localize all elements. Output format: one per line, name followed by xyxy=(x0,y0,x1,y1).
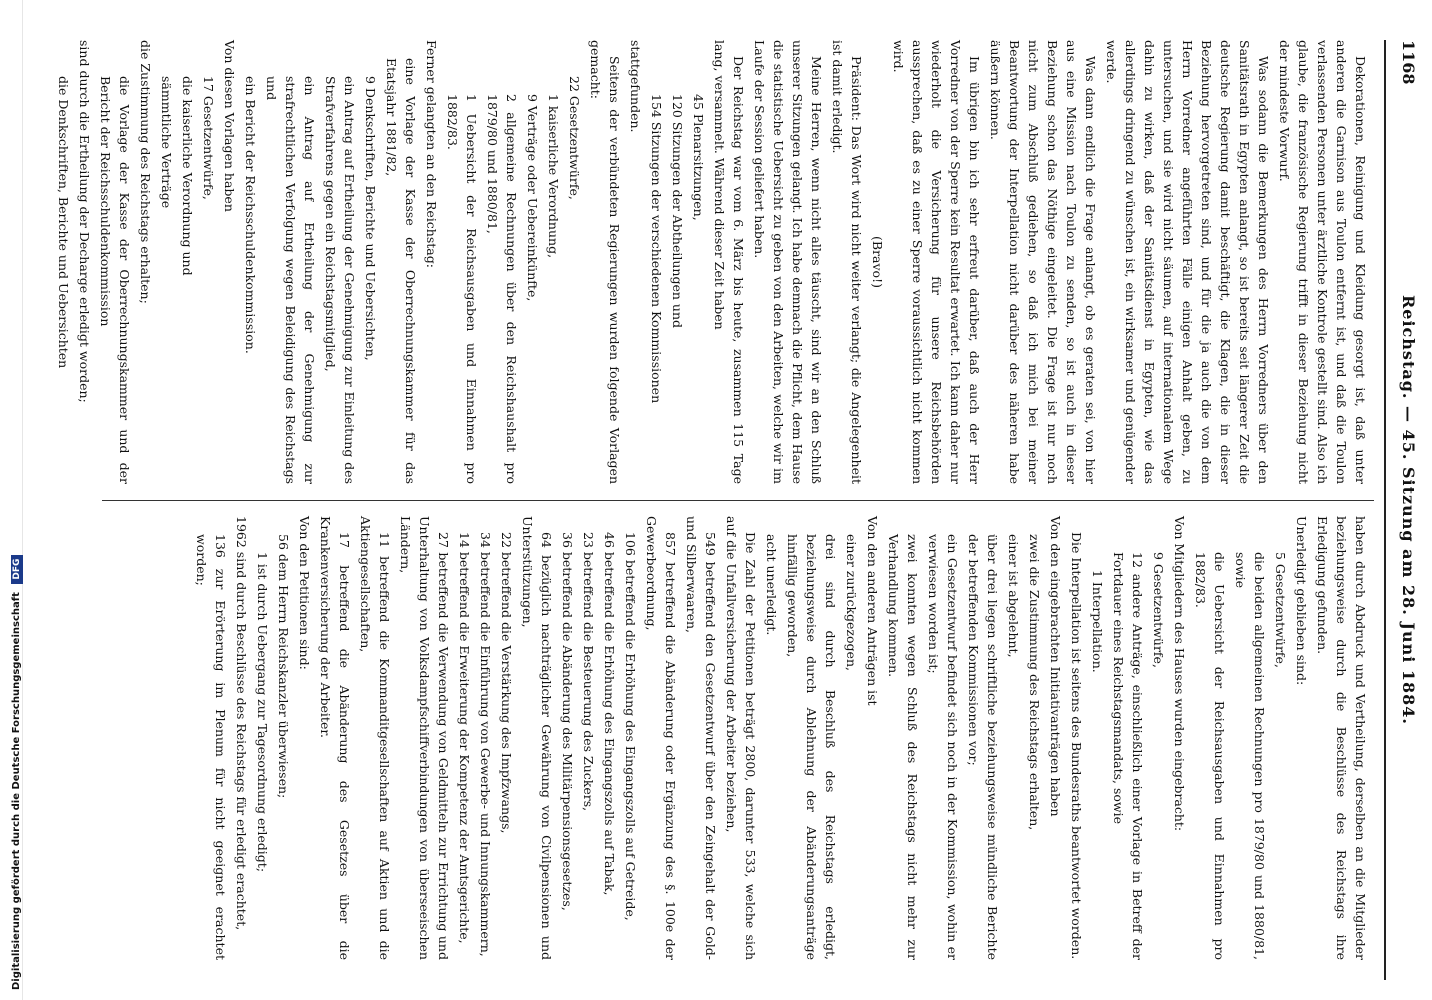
page-number: 1168 xyxy=(1399,40,1418,85)
paragraph: ein Antrag auf Ertheilung der Genehmigung zur strafrechtlichen Verfolgung wegen Beleidigung des Reichstags und xyxy=(264,76,317,484)
paragraph: 9 Verträge oder Uebereinkünfte, xyxy=(525,94,540,302)
paragraph: 9 Denkschriften, Berichte und Uebersichten, xyxy=(363,76,378,361)
rotated-page xyxy=(56,40,1428,980)
paragraph: Von den Petitionen sind: xyxy=(297,516,312,670)
paragraph: 14 betreffend die Erweiterung der Kompetenz der Amtsgerichte, xyxy=(457,532,472,944)
paragraph: 46 betreffend die Erhöhung des Eingangszolls auf Tabak, xyxy=(602,532,617,896)
paragraph: 1962 sind durch Beschlüsse des Reichstags für erledigt erachtet, xyxy=(234,516,249,931)
paragraph: eine Vorlage der Kasse der Oberrechnungskammer für das Etatsjahr 1881/82, xyxy=(384,58,418,484)
paragraph: 34 betreffend die Einführung von Gewerbe- und Innungskammern, xyxy=(478,532,493,957)
paragraph: die Zustimmung des Reichstags erhalten; xyxy=(138,40,153,304)
right-column xyxy=(98,516,1370,960)
paragraph: 23 betreffend die Besteuerung des Zuckers, xyxy=(581,532,596,812)
paragraph: 2 allgemeine Rechnungen über den Reichshaushalt pro 1879/80 und 1880/81, xyxy=(485,94,519,484)
paragraph: 36 betreffend die Abänderung des Militärpensionsgesetzes, xyxy=(560,532,575,911)
paragraph: über drei liegen schriftliche beziehungsweise mündliche Berichte der betreffenden Kommissionen vor; xyxy=(966,534,1000,960)
paragraph: ein Gesetzentwurf befindet sich noch in der Kommission, wohin er verwiesen worden ist; xyxy=(926,534,960,960)
paragraph: 22 Gesetzentwürfe, xyxy=(567,76,582,200)
digitization-credit xyxy=(11,555,23,990)
column-divider xyxy=(102,500,1374,501)
paragraph: 5 Gesetzentwürfe, xyxy=(1273,552,1288,668)
paragraph: Im übrigen bin ich sehr erfreut darüber, daß auch der Herr Vorredner von der Sperre kein Resultat erwartet. Ich kann daher nur wiederholt die Versicherung für unsere Reichsbehörden aussprechen, daß es zu einer Sperre voraussichtlich nicht kommen wird. xyxy=(891,40,982,484)
paragraph: 64 bezüglich nachträglicher Gewährung von Civilpensionen und Unterstützungen, xyxy=(520,516,554,960)
paragraph: Dekorationen, Reinigung und Kleidung gesorgt ist, daß unter anderen die Garnison aus Toulon entfernt ist, und daß die Toulon verlassenden Personen unter ärztliche Kontrole gestellt sind. Also ich glaube, die französische Regierung trifft in dieser Beziehung nicht der mindeste Vorwurf. xyxy=(1277,40,1368,484)
paragraph: 17 Gesetzentwürfe, xyxy=(201,76,216,200)
paragraph: 17 betreffend die Abänderung des Gesetzes über die Krankenversicherung der Arbeiter. xyxy=(318,516,352,960)
paragraph: Die Interpellation ist seitens des Bundesraths beantwortet worden. xyxy=(1069,532,1084,960)
paragraph: Die Zahl der Petitionen beträgt 2800, darunter 533, welche sich auf die Unfallversicherung der Arbeiter beziehen, xyxy=(724,516,758,960)
paragraph: zwei die Zustimmung des Reichstags erhalten, xyxy=(1027,534,1042,831)
page-header xyxy=(1384,40,1428,980)
paragraph: Was sodann die Bemerkungen des Herrn Vorredners über den Sanitätsrath in Egypten anlangt, so ist bereits seit längerer Zeit die deutsche Regierung damit beschäftigt, die Klagen, die in dieser Beziehung hervorgetreten sind, und für die ja auch die von dem Herrn Vorredner angeführten Fälle einigen Anhalt geben, zu untersuchen, und sie wird nicht säumen, auf internationalem Wege dahin zu wirken, daß der Sanitätsdienst in Egypten, wie das allerdings dringend zu wünschen ist, ein wirksamer und genügender werde. xyxy=(1104,40,1271,484)
paragraph: 1 Uebersicht der Reichsausgaben und Einnahmen pro 1882/83. xyxy=(445,94,479,484)
paragraph: drei sind durch Beschluß des Reichstags erledigt, beziehungsweise durch Ablehnung der Abänderungsanträge hinfällig geworden, xyxy=(785,534,838,960)
paragraph: 549 betreffend den Gesetzentwurf über den Zeingehalt der Gold- und Silberwaaren, xyxy=(684,516,718,960)
paragraph: Unerledigt geblieben sind: xyxy=(1294,516,1309,686)
paragraph: 27 betreffend die Verwendung von Geldmitteln zur Errichtung und Unterhaltung von Volksdampfschiffverbindungen von überseeischen Ländern, xyxy=(398,516,451,960)
paragraph: Ferner gelangten an den Reichstag: xyxy=(424,40,439,268)
paragraph: 12 andere Anträge, einschließlich einer Vorlage in Betreff der Fortdauer eines Reichstagsmandats, sowie xyxy=(1111,552,1145,960)
paragraph: Seitens der verbündeten Regierungen wurden folgende Vorlagen gemacht: xyxy=(588,40,622,484)
paragraph: 136 zur Erörterung im Plenum für nicht geeignet erachtet worden; xyxy=(194,534,228,960)
paragraph: 11 betreffend die Kommanditgesellschaften auf Aktien und die Aktiengesellschaften, xyxy=(358,516,392,960)
paragraph: Meine Herren, wenn nicht alles täuscht, sind wir an den Schluß unserer Sitzungen gelangt. Ich habe demnach die Pflicht, dem Hause die statistische Uebersicht zu geben von den Arbeiten, welche wir im Laufe der Session geliefert haben. xyxy=(752,40,824,484)
paragraph: Präsident: Das Wort wird nicht weiter verlangt; die Angelegenheit ist damit erledigt. xyxy=(830,40,864,484)
paragraph: die kaiserliche Verordnung und xyxy=(180,76,195,276)
paragraph: einer ist abgelehnt, xyxy=(1006,534,1021,658)
paragraph: 154 Sitzungen der verschiedenen Kommissionen xyxy=(649,94,664,404)
paragraph: 1 kaiserliche Verordnung, xyxy=(546,94,561,259)
paragraph: 857 betreffend die Abänderung oder Ergänzung des §. 100e der Gewerbeordnung, xyxy=(644,516,678,960)
paragraph: Von den anderen Anträgen ist xyxy=(865,516,880,706)
paragraph: haben durch Abdruck und Vertheilung, derselben an die Mitglieder beziehungsweise durch die Beschlüsse des Reichstags ihre Erledigung gefunden. xyxy=(1315,516,1368,960)
paragraph: einer zurückgezogen, xyxy=(844,534,859,671)
paragraph: die beiden allgemeinen Rechnungen pro 1879/80 und 1880/81, sowie xyxy=(1233,552,1267,960)
paragraph: sämmtliche Verträge xyxy=(159,76,174,209)
paragraph: stattgefunden. xyxy=(628,40,643,133)
paragraph: Von den eingebrachten Initiativanträgen haben xyxy=(1048,516,1063,817)
left-column xyxy=(56,40,1370,484)
paragraph: 22 betreffend die Verstärkung des Impfzwangs, xyxy=(499,532,514,834)
paragraph: Von Mitgliedern des Hauses wurden eingebracht: xyxy=(1172,516,1187,832)
paragraph: 120 Sitzungen der Abtheilungen und xyxy=(670,94,685,328)
paragraph: die Vorlage der Kasse der Oberrechnungskammer und der Bericht der Reichsschuldenkommission xyxy=(98,76,132,484)
scan-margin xyxy=(0,0,23,1000)
paragraph: 1 Interpellation. xyxy=(1090,570,1105,673)
paragraph: (Bravo!) xyxy=(870,236,885,288)
paragraph: Von diesen Vorlagen haben xyxy=(222,40,237,212)
paragraph: 45 Plenarsitzungen, xyxy=(691,94,706,221)
running-title: Reichstag. — 45. Sitzung am 28. Juni 1884. xyxy=(1399,295,1418,725)
paragraph: 9 Gesetzentwürfe, xyxy=(1151,552,1166,668)
paragraph: Der Reichstag war vom 6. März bis heute, zusammen 115 Tage lang, versammelt. Während dieser Zeit haben xyxy=(712,40,746,484)
paragraph: Was dann endlich die Frage anlangt, ob es geraten sei, von hier aus eine Mission nach Toulon zu senden, so ist auch in dieser Beziehung schon das Nöthige eingeleitet. Die Frage ist nur noch nicht zum Abschluß gediehen, so daß ich mich bei meiner Beantwortung der Interpellation nicht darüber des näheren habe äußern können. xyxy=(988,40,1098,484)
paragraph: ein Bericht der Reichsschuldenkommission. xyxy=(243,76,258,354)
dfg-logo-icon: DFG xyxy=(11,555,23,584)
paragraph: 1 ist durch Uebergang zur Tagesordnung erledigt; xyxy=(255,552,270,873)
paragraph: zwei konnten wegen Schluß des Reichstags nicht mehr zur Verhandlung kommen. xyxy=(886,534,920,960)
paragraph: acht unerledigt. xyxy=(764,534,779,636)
paragraph: sind durch die Ertheilung der Decharge erledigt worden; xyxy=(77,40,92,403)
credit-text: Digitalisierung gefördert durch die Deutsche Forschungsgemeinschaft xyxy=(11,592,22,990)
paragraph: 56 dem Herrn Reichskanzler überwiesen; xyxy=(276,534,291,799)
paragraph: 106 betreffend die Erhöhung des Eingangszolls auf Getreide, xyxy=(623,532,638,921)
paragraph: ein Antrag auf Ertheilung der Genehmigung zur Einleitung des Strafverfahrens gegen ein Reichstagsmitglied, xyxy=(323,76,357,484)
paragraph: die Uebersicht der Reichsausgaben und Einnahmen pro 1882/83. xyxy=(1193,552,1227,960)
paragraph: die Denkschriften, Berichte und Uebersichten xyxy=(56,76,71,369)
